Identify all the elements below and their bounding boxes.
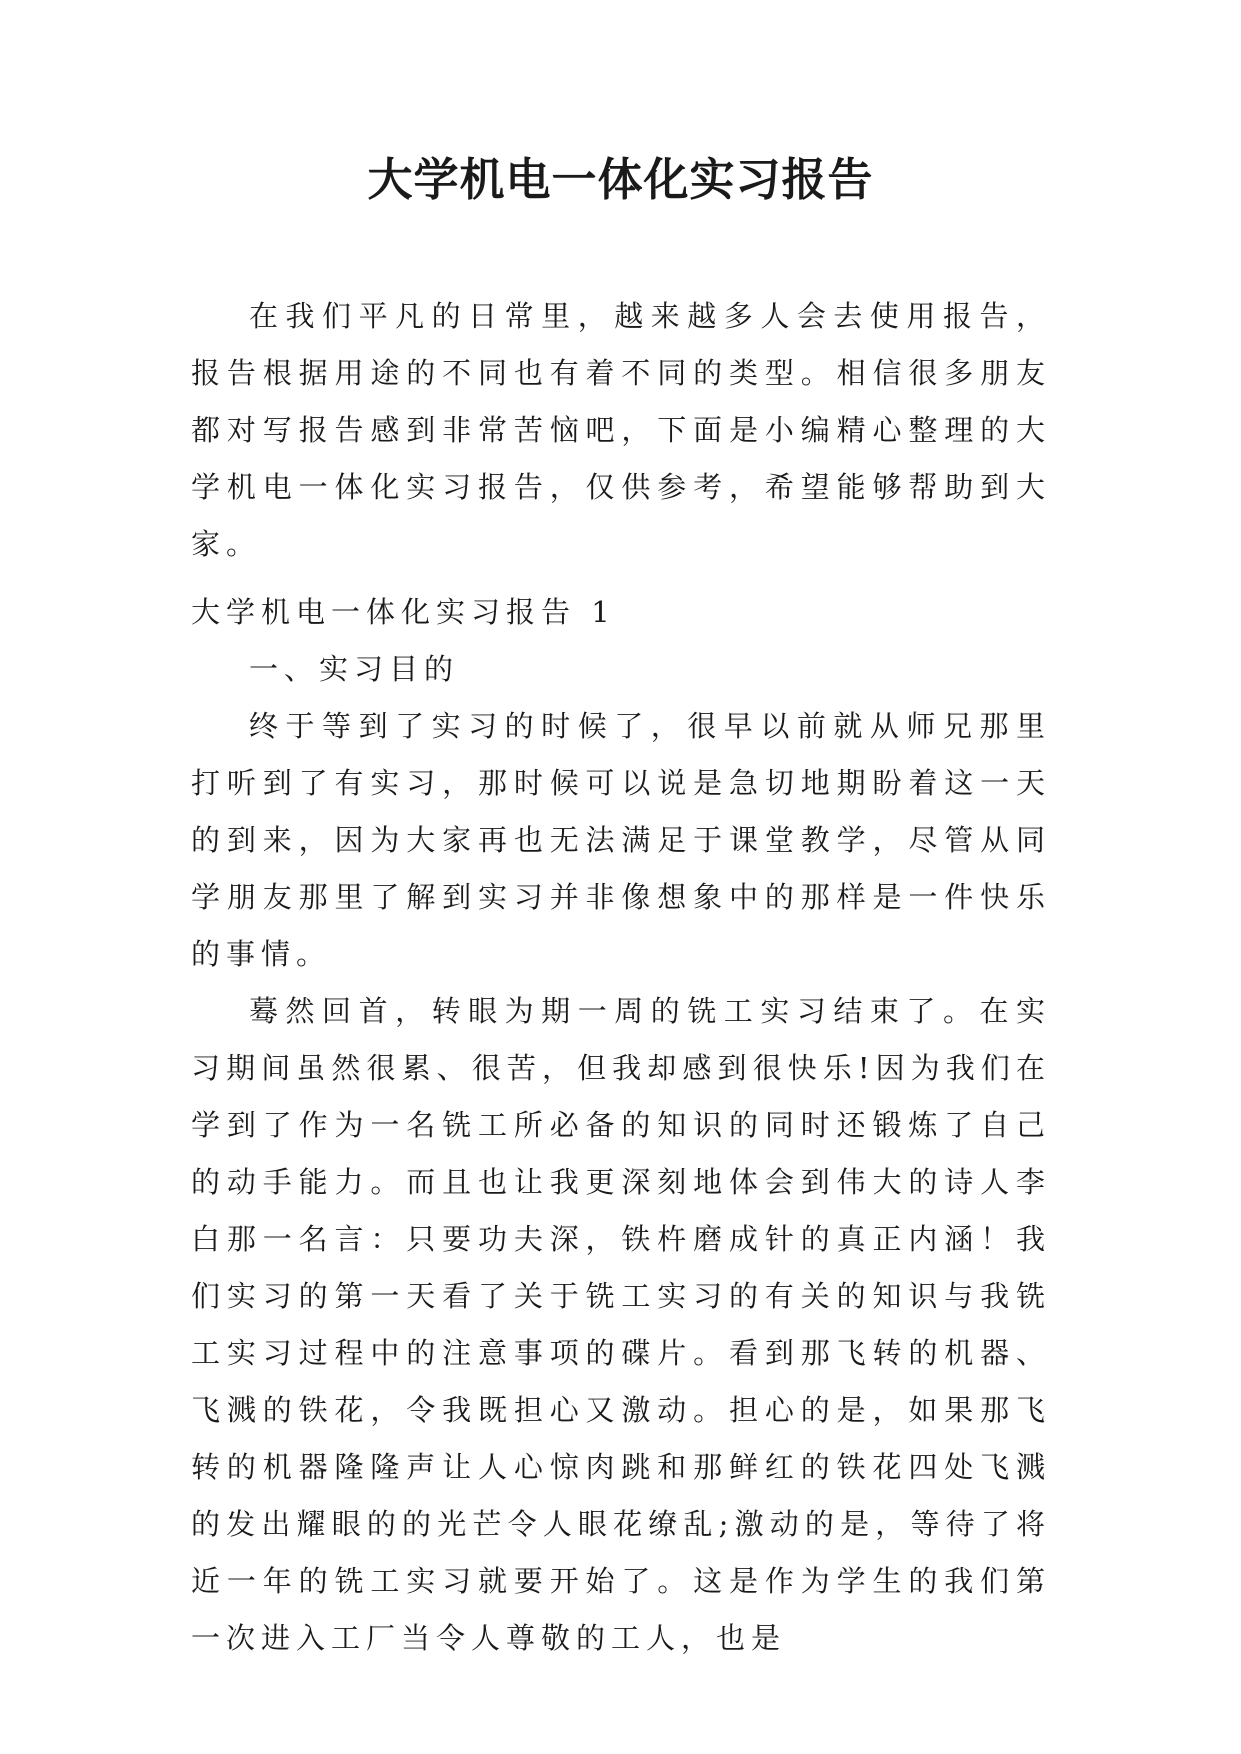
main-content [191,584,1051,1667]
section-title: 大学机电一体化实习报告 1 [191,595,616,629]
subheading: 一、实习目的 [249,652,460,686]
document-title: 大学机电一体化实习报告 [367,153,874,206]
body-paragraph-1: 终于等到了实习的时候了，很早以前就从师兄那里打听到了有实习，那时候可以说是急切地期盼着这一天的到来，因为大家再也无法满足于课堂教学，尽管从同学朋友那里了解到实习并非像想象中的那样是一件快乐的事情。 [191,709,1051,971]
body-paragraph-2: 蓦然回首，转眼为期一周的铣工实习结束了。在实习期间虽然很累、很苦，但我却感到很快乐!因为我们在学到了作为一名铣工所必备的知识的同时还锻炼了自己的动手能力。而且也让我更深刻地体会到伟大的诗人李白那一名言：只要功夫深，铁杵磨成针的真正内涵！我们实习的第一天看了关于铣工实习的有关的知识与我铣工实习过程中的注意事项的碟片。看到那飞转的机器、飞溅的铁花，令我既担心又激动。担心的是，如果那飞转的机器隆隆声让人心惊肉跳和那鲜红的铁花四处飞溅的发出耀眼的的光芒令人眼花缭乱;激动的是，等待了将近一年的铣工实习就要开始了。这是作为学生的我们第一次进入工厂当令人尊敬的工人，也是 [191,994,1051,1655]
intro-paragraph: 在我们平凡的日常里，越来越多人会去使用报告，报告根据用途的不同也有着不同的类型。相信很多朋友都对写报告感到非常苦恼吧，下面是小编精心整理的大学机电一体化实习报告，仅供参考，希望能够帮助到大家。 [191,299,1051,561]
intro-block [191,288,1051,573]
